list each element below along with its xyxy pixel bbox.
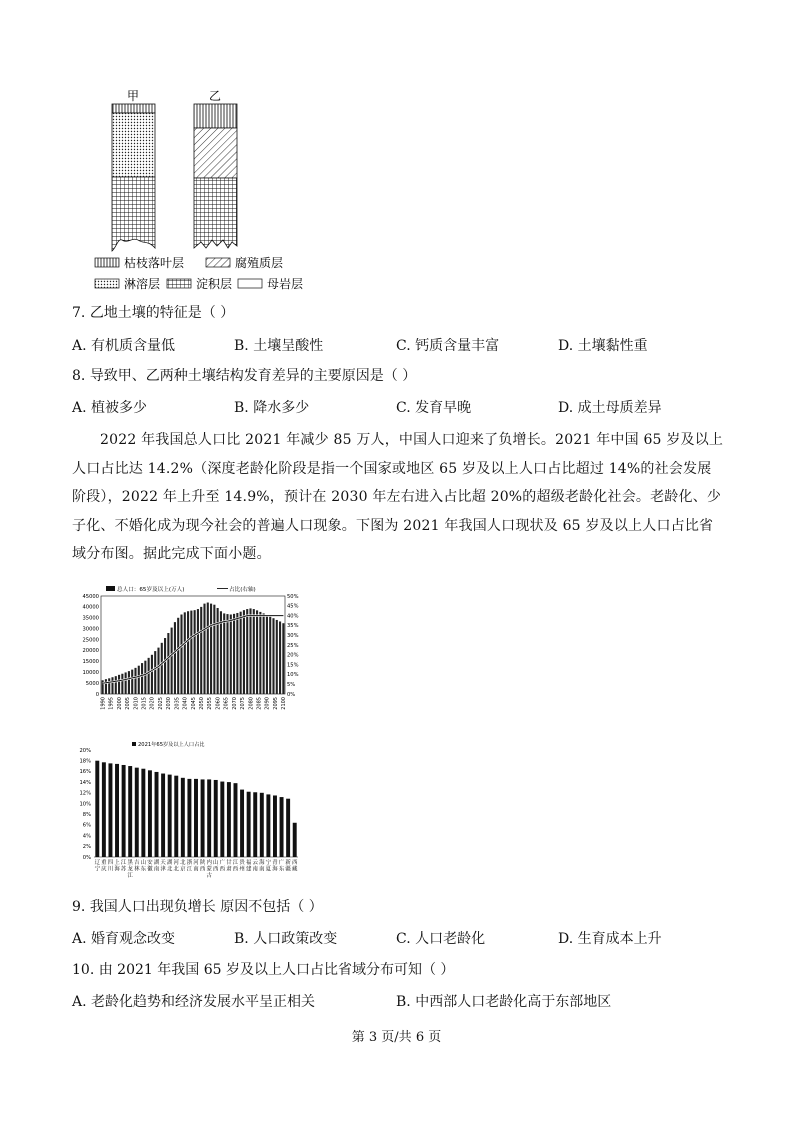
chart2-bar [207,779,211,857]
chart1-bar [138,666,140,694]
chart1-bar [282,623,284,694]
chart1-y-tick-label: 0 [95,691,99,698]
question-number: 7. [72,305,86,321]
chart2-plot [79,740,298,879]
chart2-category-label-bottom: 庆 [101,866,107,873]
q9-option-b: B. 人口政策改变 [234,931,338,947]
chart1-bar [190,611,192,694]
q10-option-a: A. 老龄化趋势和经济发展水平呈正相关 [72,994,316,1010]
chart2-category-label-bottom: 北 [173,866,179,873]
chart1-x-tick-label: 2070 [231,697,238,710]
chart2-bar [128,766,132,857]
q8-option-a: A. 植被多少 [72,400,148,416]
legend-humus-layer: 腐殖质层 [235,256,284,270]
q8-option-c: C. 发育早晚 [396,400,472,416]
chart2-category-label-bottom: 江 [186,866,193,873]
chart1-bar [134,668,136,694]
chart2-category-label-bottom: 藏 [292,866,298,873]
chart2-category-label-top: 陕 [199,860,206,866]
question-7 [72,303,234,323]
chart2-category-label-bottom: 西 [219,866,226,873]
chart2-category-label-bottom: 龙 [127,866,133,873]
chart1-x-tick-label: 2050 [199,697,206,710]
chart1-y2-tick-label: 25% [287,642,299,649]
chart2-category-label-third: 江 [127,873,133,879]
chart1-bar [203,604,205,694]
chart2-category-label-bottom: 津 [160,866,166,873]
chart2-bar [293,823,297,857]
q10-option-b: B. 中西部人口老龄化高于东部地区 [396,994,612,1010]
page-footer: 第 3 页/共 6 页 [351,1030,442,1045]
chart1-bar [230,615,232,694]
chart1-bar [125,672,127,694]
chart1-bar [171,628,173,694]
soil-legend [95,255,303,291]
chart2-category-label-top: 福 [245,860,252,866]
chart2-y-tick-label: 2% [82,844,91,851]
chart1-bar [174,622,176,694]
chart2-category-label-top: 浙 [186,860,193,866]
chart2-category-label-bottom: 肃 [226,866,232,873]
q7-option-b: B. 土壤呈酸性 [234,338,324,354]
chart1-bar [279,621,281,694]
chart1-y2-tick-label: 40% [287,613,299,620]
chart1-y-tick-label: 15000 [82,659,99,666]
chart1-x-tick-label: 2055 [207,697,214,710]
chart2-category-label-top: 上 [114,860,120,866]
chart2-category-label-bottom: 南 [153,866,160,873]
chart1-x-tick-label: 2025 [157,697,164,710]
soil-column-yi [194,104,237,248]
chart1-x-tick-label: 2040 [182,697,189,710]
chart2-category-label-bottom: 北 [166,866,173,873]
q9-option-c: C. 人口老龄化 [396,931,486,947]
chart1-bar [141,663,143,694]
chart1-x-tick-label: 2010 [133,697,140,710]
chart2-category-label-bottom: 疆 [285,866,291,873]
chart1-x-tick-label: 1990 [100,697,107,710]
chart2-category-label-bottom: 东 [278,866,285,873]
chart2-category-label-top: 四 [107,860,114,866]
chart2-category-label-top: 新 [285,860,291,866]
chart1-bar [226,614,228,694]
chart1-x-tick-label: 2005 [125,697,132,710]
soil-label-jia: 甲 [126,89,140,103]
chart1-bar [187,611,189,694]
chart1-y2-tick-label: 15% [287,662,299,669]
chart2-category-label-bottom: 南 [193,866,199,873]
question-stem: 由 2021 年我国 65 岁及以上人口占比省域分布可知（ ） [98,962,455,978]
legend-bedrock-layer: 母岩层 [267,277,304,291]
chart2-category-label-top: 广 [278,860,285,866]
chart2-category-label-top: 内 [206,860,212,866]
chart2-category-label-third: 古 [206,873,212,879]
chart1-bar [243,610,245,694]
chart1-bar [118,675,120,694]
chart2-y-tick-label: 10% [79,801,91,808]
chart2-category-label-bottom: 海 [114,866,120,873]
chart1-bar [246,609,248,694]
chart2-category-label-bottom: 宁 [94,866,100,873]
chart2-bar [115,764,119,857]
chart1-y2-tick-label: 5% [287,682,296,688]
chart2-category-label-top: 江 [120,860,127,866]
soil-profile-figure [88,88,320,294]
chart1-bar [272,618,274,694]
chart1-bar [269,617,271,694]
chart2-category-label-top: 甘 [226,860,232,866]
chart1-x-tick-label: 2090 [264,697,271,710]
chart2-category-label-top: 吉 [134,860,140,866]
chart2-category-label-bottom: 徽 [147,866,153,873]
chart1-bar [256,610,258,694]
chart2-category-label-top: 山 [140,860,147,866]
chart1-bar [108,678,110,694]
chart2-category-label-top: 天 [160,860,166,866]
chart2-category-label-top: 宁 [265,860,272,866]
chart2-category-label-top: 海 [259,860,265,866]
chart1-y2-tick-label: 10% [287,672,299,679]
chart2-category-label-bottom: 苏 [120,866,127,873]
chart2-category-label-top: 重 [101,860,107,866]
chart2-category-label-bottom: 夏 [265,866,272,873]
question-stem: 导致甲、乙两种土壤结构发育差异的主要原因是（ ） [89,368,417,384]
chart2-category-label-bottom: 川 [107,866,114,873]
chart2-category-label-bottom: 西 [213,866,219,873]
q9-option-a: A. 婚育观念改变 [72,931,176,947]
chart1-bar [164,638,166,694]
q8-option-b: B. 降水多少 [234,400,310,416]
chart1-x-tick-label: 2030 [166,697,173,710]
chart2-bar [286,799,290,857]
chart2-category-label-bottom: 南 [252,866,258,873]
chart1-x-tick-label: 2035 [174,697,181,710]
chart1-bar [236,613,238,694]
chart1-y-tick-label: 45000 [82,593,99,600]
chart1-bar [184,612,186,694]
chart1-bar [240,612,242,694]
chart1-bar [115,676,117,694]
chart2-bar [266,794,270,857]
chart1-bar [210,604,212,694]
chart2-category-label-top: 贵 [239,860,245,866]
chart2-category-label-bottom: 京 [180,866,186,873]
chart1-x-tick-label: 2080 [248,697,255,710]
chart1-bar [213,605,215,694]
chart2-bar [214,780,218,857]
q7-option-c: C. 钙质含量丰富 [396,338,500,354]
chart1-bar [157,648,159,694]
chart1-bar [197,609,199,694]
chart2-bar [253,792,257,857]
chart2-bar [247,792,251,857]
chart2-category-label-top: 北 [180,860,186,866]
chart1-y-tick-label: 5000 [85,680,99,687]
chart1-bar [276,620,278,694]
chart2-y-tick-label: 8% [82,812,91,818]
province-aging-chart [72,738,304,886]
chart1-bar [217,608,219,694]
chart2-bar [187,779,191,857]
chart2-bar [227,782,231,857]
soil-column-jia [112,104,155,251]
chart1-bar [253,609,255,694]
chart2-bar [168,775,172,857]
chart2-category-label-bottom: 林 [134,866,140,873]
chart1-y2-tick-label: 35% [287,623,299,630]
chart2-bar [155,772,159,857]
chart2-y-tick-label: 4% [82,833,91,840]
chart1-plot [82,585,298,710]
chart1-legend-swatch-bars [106,586,115,591]
chart1-legend-line: 占比(右轴) [229,587,256,593]
chart2-bar [148,770,152,857]
chart1-x-tick-label: 2020 [149,697,156,710]
chart1-bar [194,610,196,694]
chart2-bar [234,783,238,857]
chart1-y-tick-label: 35000 [82,615,99,622]
chart1-bar [223,613,225,694]
chart2-y-tick-label: 18% [79,758,91,765]
question-number: 9. [72,899,86,915]
chart2-category-label-bottom: 西 [199,866,206,873]
chart2-bar [122,765,126,857]
question-10 [72,960,454,980]
chart1-x-tick-label: 2000 [116,697,123,710]
chart2-category-label-top: 江 [232,860,239,866]
chart1-y2-tick-label: 0% [287,691,296,698]
chart2-bar [95,761,99,857]
chart1-bar [111,677,113,694]
chart2-category-label-top: 云 [252,860,258,866]
chart2-bar [260,793,264,857]
chart1-bar [161,643,163,694]
chart2-category-label-top: 河 [173,860,179,866]
chart2-bar [174,776,178,857]
chart2-legend: 2021年65岁及以上人口占比 [138,742,205,748]
chart1-bar [128,671,130,694]
question-stem: 乙地土壤的特征是（ ） [89,305,235,321]
chart1-bar [167,633,169,694]
chart2-bar [201,779,205,857]
chart1-x-tick-label: 2060 [215,697,222,710]
chart2-category-label-bottom: 海 [272,866,278,873]
chart2-y-tick-label: 12% [79,790,91,797]
chart1-bar [105,679,107,694]
chart1-y2-tick-label: 30% [287,633,299,639]
chart2-category-label-top: 西 [292,860,298,866]
chart1-bar [121,674,123,694]
chart2-bar [135,768,139,857]
chart2-bar [240,790,244,857]
question-9 [72,897,323,917]
legend-illuvial-layer: 淀积层 [196,277,233,291]
chart1-y-tick-label: 40000 [82,604,99,611]
chart1-x-tick-label: 2015 [141,697,148,710]
chart1-bar [131,670,133,694]
chart2-category-label-top: 河 [193,860,199,866]
chart1-x-tick-label: 2065 [223,697,230,710]
chart2-category-label-bottom: 州 [239,866,245,873]
question-8 [72,366,416,386]
chart1-bar [200,607,202,694]
chart2-bar [220,782,224,857]
q7-option-d: D. 土壤黏性重 [558,338,648,354]
chart2-y-tick-label: 14% [79,779,91,786]
chart1-x-tick-label: 2100 [281,697,288,710]
soil-label-yi: 乙 [208,89,222,103]
chart2-y-tick-label: 20% [79,747,91,754]
question-number: 10. [72,962,95,978]
chart2-category-label-bottom: 西 [232,866,239,873]
chart1-bar [263,613,265,694]
chart1-legend-bars: 总人口：65岁及以上(万人) [117,587,185,593]
chart2-bar [102,762,106,857]
reading-passage: 2022 年我国总人口比 2021 年减少 85 万人，中国人口迎来了负增长。2021 年中国 65 岁及以上人口占比达 14.2%（深度老龄化阶段是指一个国家或地区 65 岁及以上人口占比超过 14%的社会发展阶段），2022 年上升至 14.9%，预计在 2030 年左右进入占比超 20%的超级老龄化社会。老龄化、少子化、不婚化成为现今社会的普遍人口现象。下图为 2021 年我国人口现状及 65 岁及以上人口占比省域分布图。据此完成下面小题。 [72,432,724,562]
question-number: 8. [72,368,86,384]
chart1-bar [154,651,156,694]
legend-litter-layer: 枯枝落叶层 [124,256,185,270]
chart2-category-label-bottom: 东 [140,866,147,873]
chart2-category-label-top: 黑 [127,860,133,866]
chart1-bar [259,612,261,694]
legend-eluvial-layer: 淋溶层 [124,277,161,291]
chart2-y-tick-label: 6% [82,822,91,829]
chart2-y-tick-label: 0% [82,854,91,861]
chart1-x-tick-label: 2045 [190,697,197,710]
chart1-x-tick-label: 1995 [108,697,115,710]
chart2-bar [181,778,185,857]
chart1-y2-tick-label: 50% [287,593,299,600]
chart2-bar [108,763,112,857]
chart2-y-tick-label: 16% [79,769,91,776]
chart2-category-label-top: 安 [147,860,153,866]
chart1-y-tick-label: 25000 [82,637,99,644]
chart1-y-tick-label: 20000 [82,648,99,655]
chart1-bar [207,603,209,694]
chart2-category-label-top: 广 [219,860,226,866]
chart1-bar [151,655,153,694]
chart2-category-label-top: 湖 [153,860,160,866]
chart1-bar [233,614,235,694]
chart1-bar [249,608,251,694]
chart1-bar [180,615,182,694]
q7-option-a: A. 有机质含量低 [72,338,176,354]
chart2-category-label-top: 青 [272,860,278,866]
chart1-bar [266,615,268,694]
chart2-category-label-bottom: 南 [259,866,265,873]
chart1-y-tick-label: 30000 [82,626,99,633]
chart1-x-tick-label: 2085 [256,697,263,710]
chart2-bar [141,769,145,857]
chart2-category-label-top: 辽 [94,860,100,866]
q8-option-d: D. 成土母质差异 [558,400,662,416]
population-aging-chart [72,582,304,718]
chart2-bar [194,779,198,857]
question-stem: 我国人口出现负增长 原因不包括（ ） [89,899,323,915]
chart1-y2-tick-label: 45% [287,603,299,610]
chart2-category-label-top: 山 [213,860,219,866]
chart1-x-tick-label: 2095 [272,697,279,710]
chart1-bar [148,658,150,694]
chart2-category-label-top: 湖 [166,860,173,866]
chart1-bar [177,618,179,694]
chart2-category-label-bottom: 蒙 [206,866,212,873]
chart2-bar [273,795,277,857]
chart2-bar [280,797,284,857]
chart2-bar [161,774,165,857]
chart2-category-label-bottom: 建 [245,866,252,873]
chart1-y2-tick-label: 20% [287,652,299,659]
chart2-legend-swatch [132,742,136,746]
chart1-y-tick-label: 10000 [82,670,99,677]
q9-option-d: D. 生育成本上升 [558,931,662,947]
chart1-x-tick-label: 2075 [240,697,247,710]
chart1-bar [144,661,146,694]
